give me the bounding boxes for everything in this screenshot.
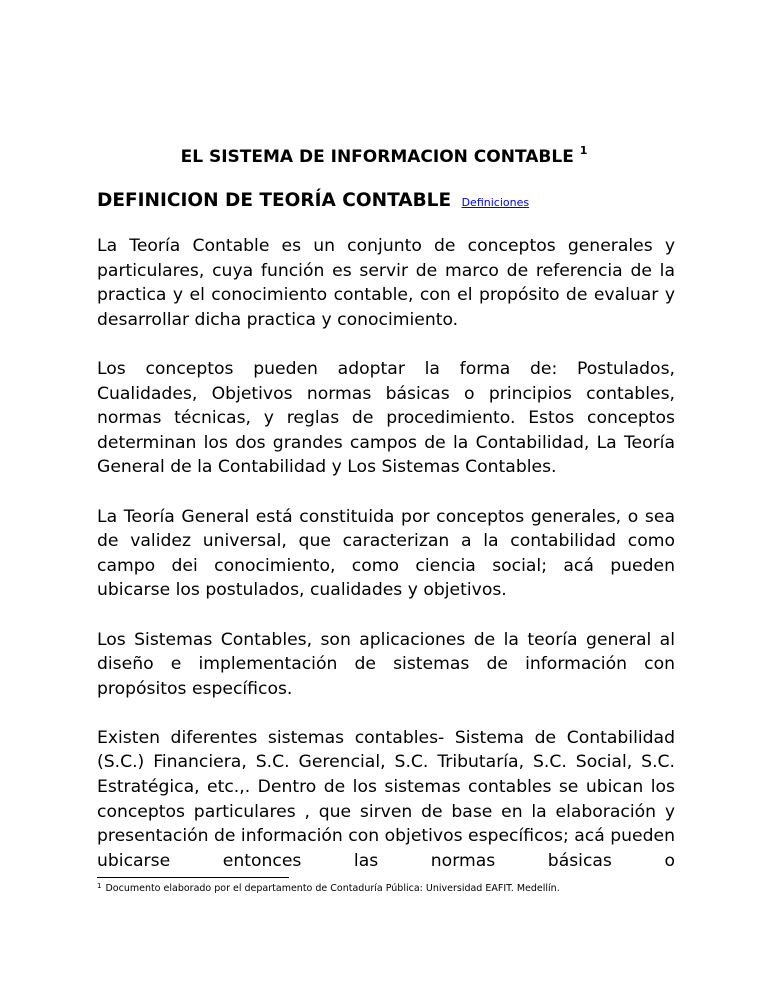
footnote-mark: 1 [97, 882, 102, 891]
footnote [97, 882, 675, 896]
paragraph: Los conceptos pueden adoptar la forma de: Postulados, Cualidades, Objetivos normas básicas o principios contables, normas técnicas, y reglas de procedimiento. Estos conceptos determinan los dos grandes campos de la Contabilidad, La Teoría General de la Contabilidad y Los Sistemas Contables. [97, 358, 675, 478]
footnote-divider [97, 877, 289, 878]
footnote-ref[interactable]: 1 [579, 144, 588, 157]
heading-text: DEFINICION DE TEORÍA CONTABLE [97, 190, 452, 211]
title-text: EL SISTEMA DE INFORMACION CONTABLE [180, 147, 574, 167]
footnote-text: Documento elaborado por el departamento de Contaduría Pública: Universidad EAFIT. Medellín. [105, 883, 560, 895]
paragraph: Existen diferentes sistemas contables- Sistema de Contabilidad (S.C.) Financiera, S.C. Gerencial, S.C. Tributaría, S.C. Social, S.C. Estratégica, etc.,. Dentro de los sistemas contables se ubican los conceptos particulares , que sirven de base en la elaboración y presentación de información con objetivos específicos; acá pueden ubicarse entonces las normas básicas o [97, 727, 675, 871]
paragraph: Los Sistemas Contables, son aplicaciones de la teoría general al diseño e implementación de sistemas de información con propósitos específicos. [97, 629, 675, 699]
section-heading [97, 189, 675, 215]
document-title [0, 146, 768, 168]
document-body [97, 234, 675, 873]
paragraph: La Teoría Contable es un conjunto de conceptos generales y particulares, cuya función es servir de marco de referencia de la practica y el conocimiento contable, con el propósito de evaluar y desarrollar dicha practica y conocimiento. [97, 236, 675, 330]
paragraph: La Teoría General está constituida por conceptos generales, o sea de validez universal, que caracterizan a la contabilidad como campo dei conocimiento, como ciencia social; acá pueden ubicarse los postulados, cualidades y objetivos. [97, 506, 675, 601]
definiciones-link[interactable]: Definiciones [461, 196, 530, 209]
